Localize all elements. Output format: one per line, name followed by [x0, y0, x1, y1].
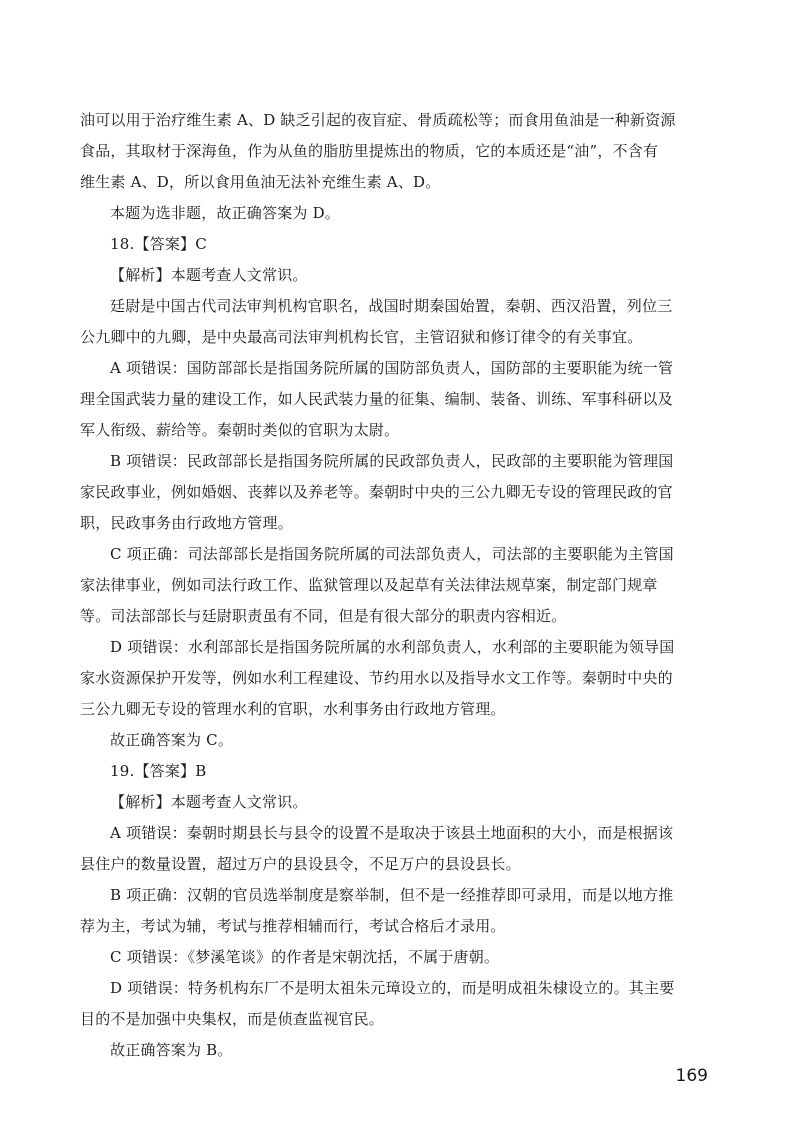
conclusion-18: 故正确答案为 C。	[110, 731, 234, 749]
option-b-18-line-2: 家民政事业，例如婚姻、丧葬以及养老等。秦朝时中央的三公九卿无专设的管理民政的官	[80, 483, 673, 501]
conclusion-19: 故正确答案为 B。	[110, 1041, 233, 1059]
option-c-18-line-3: 等。司法部部长与廷尉职责虽有不同，但是有很大部分的职责内容相近。	[80, 607, 567, 625]
option-b-19-line-2: 荐为主，考试为辅，考试与推荐相辅而行，考试合格后才录用。	[80, 917, 506, 935]
option-b-18-line-3: 职，民政事务由行政地方管理。	[80, 514, 293, 532]
analysis-heading-19: 【解析】本题考查人文常识。	[110, 793, 308, 811]
conclusion-17: 本题为选非题，故正确答案为 D。	[110, 204, 340, 222]
text-line-2: 食品，其取材于深海鱼，作为从鱼的脂肪里提炼出的物质，它的本质还是“油”，不含有	[80, 142, 659, 160]
option-d-19-line-1: D 项错误：特务机构东厂不是明太祖朱元璋设立的，而是明成祖朱棣设立的。其主要	[110, 979, 675, 997]
option-a-19-line-1: A 项错误：秦朝时期县长与县令的设置不是取决于该县土地面积的大小，而是根据该	[110, 824, 674, 842]
page-number: 169	[675, 1066, 708, 1086]
option-a-18-line-3: 军人衔级、薪给等。秦朝时类似的官职为太尉。	[80, 421, 400, 439]
text-line-7: 廷尉是中国古代司法审判机构官职名，战国时期秦国始置，秦朝、西汉沿置，列位三	[110, 297, 673, 315]
option-b-18-line-1: B 项错误：民政部部长是指国务院所属的民政部负责人，民政部的主要职能为管理国	[110, 452, 674, 470]
option-c-18-line-1: C 项正确：司法部部长是指国务院所属的司法部负责人，司法部的主要职能为主管国	[110, 545, 674, 563]
text-line-3: 维生素 A、D，所以食用鱼油无法补充维生素 A、D。	[80, 173, 441, 191]
option-d-18-line-1: D 项错误：水利部部长是指国务院所属的水利部负责人，水利部的主要职能为领导国	[110, 638, 675, 656]
option-d-18-line-3: 三公九卿无专设的管理水利的官职，水利事务由行政地方管理。	[80, 700, 506, 718]
text-line-1: 油可以用于治疗维生素 A、D 缺乏引起的夜盲症、骨质疏松等；而食用鱼油是一种新资源	[80, 111, 676, 129]
option-a-18-line-1: A 项错误：国防部部长是指国务院所属的国防部负责人，国防部的主要职能为统一管	[110, 359, 674, 377]
option-d-19-line-2: 目的不是加强中央集权，而是侦查监视官民。	[80, 1010, 385, 1028]
option-b-19-line-1: B 项正确：汉朝的官员选举制度是察举制，但不是一经推荐即可录用，而是以地方推	[110, 886, 674, 904]
option-c-18-line-2: 家法律事业，例如司法行政工作、监狱管理以及起草有关法律法规草案，制定部门规章	[80, 576, 658, 594]
option-a-18-line-2: 理全国武装力量的建设工作，如人民武装力量的征集、编制、装备、训练、军事科研以及	[80, 390, 673, 408]
option-c-19: C 项错误：《梦溪笔谈》的作者是宋朝沈括，不属于唐朝。	[110, 948, 500, 966]
text-line-8: 公九卿中的九卿，是中央最高司法审判机构长官，主管诏狱和修订律令的有关事宜。	[80, 328, 643, 346]
option-a-19-line-2: 县住户的数量设置，超过万户的县设县令，不足万户的县设县长。	[80, 855, 521, 873]
option-d-18-line-2: 家水资源保护开发等，例如水利工程建设、节约用水以及指导水文工作等。秦朝时中央的	[80, 669, 673, 687]
answer-heading-18: 18.【答案】C	[110, 235, 207, 253]
answer-heading-19: 19.【答案】B	[110, 762, 207, 780]
document-body	[80, 105, 720, 1066]
analysis-heading-18: 【解析】本题考查人文常识。	[110, 266, 308, 284]
